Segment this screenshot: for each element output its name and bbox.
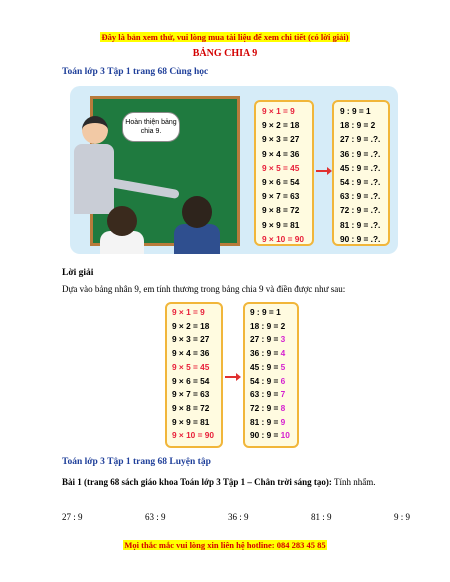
div-row [250,306,292,320]
solution-multiplication-card [165,302,223,448]
speech-bubble: Hoàn thiện bảng chia 9. [122,112,180,142]
div-row [250,347,292,361]
div-row [250,333,292,347]
div-row [250,320,292,334]
div-answer: 3 [280,334,286,345]
div-row: 27 : 9 = .?. [340,134,381,145]
div-answer: 5 [280,361,286,372]
div-row [250,375,292,389]
div-row: 63 : 9 = .?. [340,191,381,202]
div-answer: 8 [280,402,286,413]
div-expr: 27 : 9 = [250,334,281,345]
div-row: 36 : 9 = .?. [340,148,381,159]
div-answer: 7 [280,389,286,400]
teacher-body [74,144,114,214]
div-row: 72 : 9 = .?. [340,205,381,216]
mult-row: 9 × 2 = 18 [262,120,300,131]
student-boy-head [182,196,212,228]
student-girl-head [107,206,137,236]
solution-table [165,302,301,448]
div-answer: 4 [280,348,286,359]
lesson-illustration [70,86,398,254]
division-table-card [332,100,390,246]
preview-banner-text: Đây là bản xem thử, vui lòng mua tài liệu để xem chi tiết (có lời giải) [101,32,349,42]
mult-row: 9 × 1 = 9 [172,307,205,317]
mult-row: 9 × 8 = 72 [262,205,300,216]
div-row [250,429,292,443]
page-title: BẢNG CHIA 9 [192,48,258,59]
calc-item: 81 : 9 [310,512,332,522]
mult-row: 9 × 1 = 9 [262,106,295,116]
exercise-instruction: Tính nhẩm. [331,477,376,487]
mult-row: 9 × 10 = 90 [172,430,214,441]
div-expr: 45 : 9 = [250,361,281,372]
div-expr: 9 : 9 = [250,307,277,317]
div-expr: 90 : 9 = [250,430,281,441]
section-heading-luyen-tap: Toán lớp 3 Tập 1 trang 68 Luyện tập [62,457,211,467]
div-answer: 10 [280,430,290,441]
arrow-icon [225,376,239,378]
mult-row: 9 × 6 = 54 [172,375,210,386]
mult-row: 9 × 5 = 45 [262,162,300,173]
div-row [250,402,292,416]
solution-label: Lời giải [62,268,94,278]
mult-row: 9 × 6 = 54 [262,177,300,188]
div-row: 45 : 9 = .?. [340,162,381,173]
calc-item: 63 : 9 [144,512,166,522]
div-row: 9 : 9 = 1 [340,106,371,116]
div-expr: 81 : 9 = [250,416,281,427]
mult-row: 9 × 4 = 36 [262,148,300,159]
div-row [250,388,292,402]
section-heading-cung-hoc: Toán lớp 3 Tập 1 trang 68 Cùng học [62,67,209,77]
calc-item: 9 : 9 [393,512,410,522]
div-row: 18 : 9 = 2 [340,120,376,131]
div-answer: 9 [280,416,286,427]
div-row: 54 : 9 = .?. [340,177,381,188]
div-row: 90 : 9 = .?. [340,233,381,244]
preview-banner [0,27,450,45]
mult-row: 9 × 7 = 63 [262,191,300,202]
exercise-title: Bài 1 (trang 68 sách giáo khoa Toán lớp 3 Tập 1 – Chân trời sáng tạo): [62,477,332,487]
calc-row [62,512,410,522]
mult-row: 9 × 9 = 81 [262,219,300,230]
exercise-prompt [62,474,410,491]
multiplication-table-card [254,100,314,246]
mult-row: 9 × 3 = 27 [262,134,300,145]
hotline-banner [0,535,450,553]
hotline-banner-text: Mọi thắc mắc vui lòng xin liên hệ hotline: 084 283 45 85 [124,540,326,550]
mult-row: 9 × 7 = 63 [172,389,210,400]
div-expr: 54 : 9 = [250,375,281,386]
mult-row: 9 × 4 = 36 [172,348,210,359]
div-answer: 1 [276,307,281,317]
arrow-icon [316,170,330,172]
div-expr: 63 : 9 = [250,389,281,400]
mult-row: 9 × 3 = 27 [172,334,210,345]
mult-row: 9 × 9 = 81 [172,416,210,427]
mult-row: 9 × 2 = 18 [172,320,210,331]
div-answer: 2 [280,320,286,331]
calc-item: 27 : 9 [62,512,83,522]
mult-row: 9 × 8 = 72 [172,402,210,413]
teacher-head [82,116,108,144]
solution-division-card [243,302,299,448]
div-expr: 36 : 9 = [250,348,281,359]
div-answer: 6 [280,375,286,386]
div-row [250,416,292,430]
student-boy-body [174,224,220,254]
mult-row: 9 × 5 = 45 [172,361,210,372]
calc-item: 36 : 9 [227,512,249,522]
mult-row: 9 × 10 = 90 [262,233,304,244]
solution-text: Dựa vào bảng nhân 9, em tính thương trong bảng chia 9 và điền được như sau: [62,284,346,294]
div-row: 81 : 9 = .?. [340,219,381,230]
div-expr: 18 : 9 = [250,320,281,331]
div-expr: 72 : 9 = [250,402,281,413]
div-row [250,361,292,375]
